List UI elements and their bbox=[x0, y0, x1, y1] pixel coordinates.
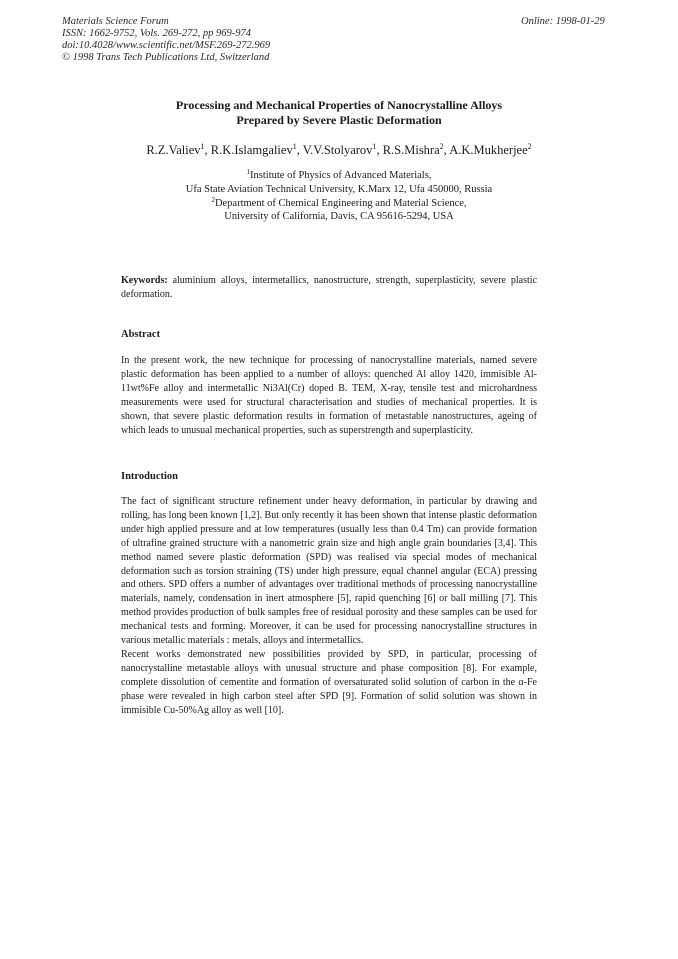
journal-name: Materials Science Forum bbox=[62, 16, 169, 27]
introduction-heading: Introduction bbox=[121, 471, 178, 482]
affiliation-2-line-2: University of California, Davis, CA 95616-5294, USA bbox=[224, 211, 454, 223]
abstract-text: In the present work, the new technique for processing of nanocrystalline materials, named severe plastic deformation has been applied to a number of alloys: quenched Al alloy 1420, immisible Al-11wt%Fe alloy and intermetallic Ni3Al(Cr) doped B. TEM, X-ray, tensile test and microhardness measurements were used for structural characterisation and studies of mechanical properties. It is shown, that severe plastic deformation results in formation of metastable nanostructures, ageing of which leads to unusual mechanical properties, such as superstrength and superplasticity. bbox=[121, 355, 537, 436]
title-line-2: Prepared by Severe Plastic Deformation bbox=[236, 113, 442, 127]
title-line-1: Processing and Mechanical Properties of Nanocrystalline Alloys bbox=[175, 98, 503, 112]
paper-title bbox=[100, 98, 578, 128]
introduction-paragraph-2: Recent works demonstrated new possibilities provided by SPD, in particular, processing of nanocrystalline metastable alloys with unusual structure and phase composition [8]. For example, complete dissolution of cementite and formation of oversaturated solid solution of carbon in the α-Fe phase were revealed in high carbon steel after SPD [9]. Formation of solid solution was shown in immisible Cu-50%Ag alloy as well [10]. bbox=[121, 648, 537, 716]
author: R.S.Mishra$^2$, bbox=[382, 142, 450, 157]
affiliation-2-line-1: $^2$Department of Chemical Engineering and Material Science, bbox=[211, 195, 467, 209]
keywords-label: Keywords: bbox=[121, 275, 168, 286]
abstract-heading: Abstract bbox=[121, 329, 161, 340]
author-list bbox=[80, 142, 598, 158]
introduction-body bbox=[121, 495, 537, 718]
copyright-line: © 1998 Trans Tech Publications Ltd, Switzerland bbox=[62, 52, 270, 63]
online-date: Online: 1998-01-29 bbox=[521, 16, 605, 27]
keywords-text: aluminium alloys, intermetallics, nanostructure, strength, superplasticity, severe plastic deformation. bbox=[121, 275, 538, 300]
author: R.Z.Valiev$^1$, bbox=[146, 142, 211, 157]
author: A.K.Mukherjee$^2$ bbox=[449, 142, 532, 157]
author: R.K.Islamgaliev$^1$, bbox=[210, 142, 303, 157]
issn-line: ISSN: 1662-9752, Vols. 269-272, pp 969-974 bbox=[62, 28, 251, 39]
journal-header bbox=[62, 16, 270, 64]
keywords bbox=[121, 274, 537, 302]
affiliation-1-line-1: $^1$Institute of Physics of Advanced Materials, bbox=[246, 168, 432, 181]
introduction-paragraph-1: The fact of significant structure refinement under heavy deformation, in particular by drawing and rolling, has long been known [1,2]. But only recently it has been shown that intense plastic deformation under high applied pressure and at low temperatures (usually less than 0.4 Tm) can provide formation of ultrafine grained structure with a nanometric grain size and high angle grain boundaries [3,4]. This method named severe plastic deformation (SPD) was realised via special modes of mechanical deformation such as torsion straining (TS) under high pressure, equal channel angular (ECA) pressing and others. SPD offers a number of advantages over traditional methods of processing nanocrystalline materials, namely, condensation in inert atmosphere [5], rapid quenching [6] or ball milling [7]. This method provides production of bulk samples free of residual porosity and these samples can be used for mechanical tests and forming. Moreover, it can be used for processing nanocrystalline structures in various metallic materials : metals, alloys and intermetallics. bbox=[121, 496, 537, 647]
affiliation-1-line-2: Ufa State Aviation Technical University, K.Marx 12, Ufa 450000, Russia bbox=[185, 183, 493, 195]
affiliations bbox=[100, 169, 578, 224]
author: V.V.Stolyarov$^1$, bbox=[302, 142, 383, 157]
doi-line[interactable]: doi:10.4028/www.scientific.net/MSF.269-272.969 bbox=[62, 40, 271, 51]
